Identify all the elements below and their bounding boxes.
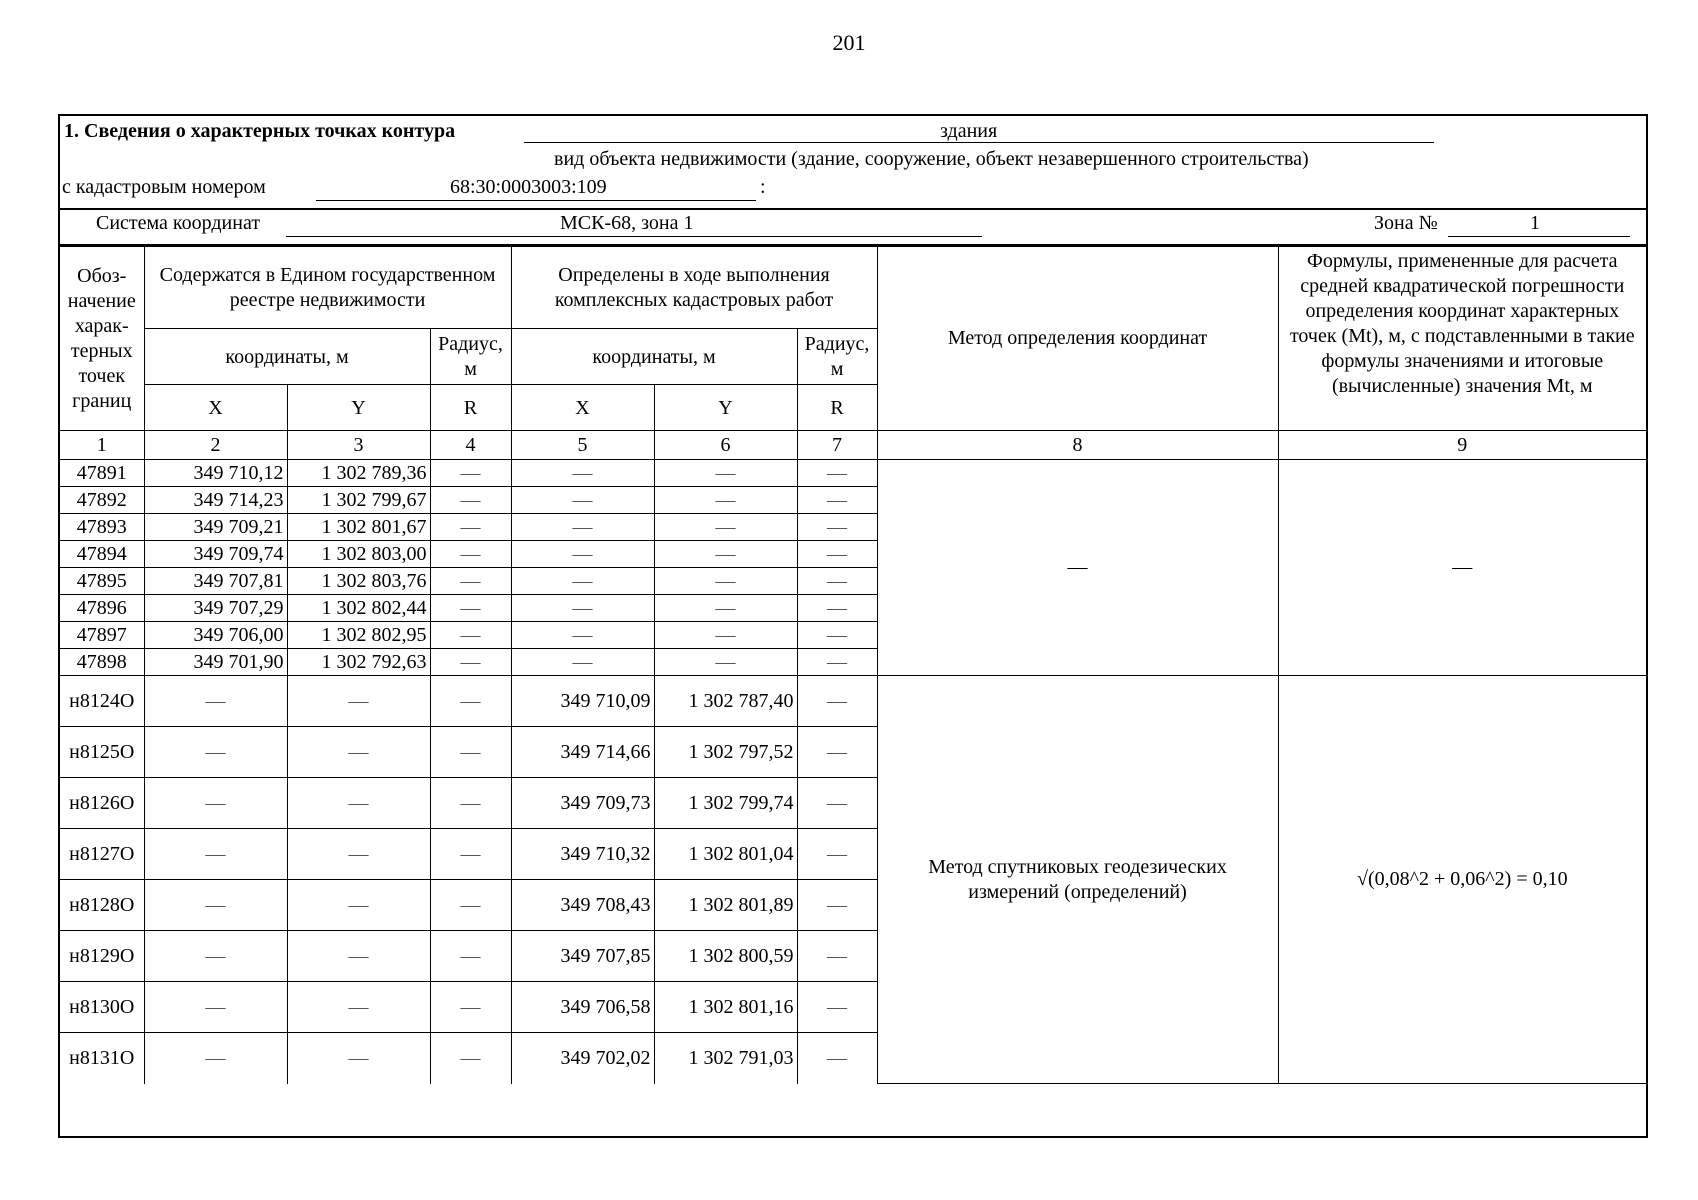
egrn-x-value: — [144,829,287,880]
egrn-group-header: Содержатся в Едином государственном реестре недвижимости [144,247,511,329]
egrn-x-value: — [144,778,287,829]
egrn-y-value: 1 302 789,36 [287,460,430,487]
egrn-x-value: — [144,880,287,931]
egrn-y-value: — [287,778,430,829]
egrn-x-header: X [144,385,287,431]
kkr-x-value: 349 709,73 [511,778,654,829]
kkr-y-value: — [654,595,797,622]
egrn-radius-value: — [430,622,511,649]
kkr-x-value: — [511,514,654,541]
point-id: 47895 [60,568,144,595]
accuracy-formula: √(0,08^2 + 0,06^2) = 0,10 [1278,676,1646,1084]
egrn-radius-value: — [430,649,511,676]
point-id: н8125О [60,727,144,778]
kkr-y-value: 1 302 791,03 [654,1033,797,1084]
egrn-y-value: 1 302 802,95 [287,622,430,649]
kkr-x-value: — [511,568,654,595]
egrn-y-value: 1 302 803,76 [287,568,430,595]
egrn-x-value: 349 709,21 [144,514,287,541]
egrn-radius-value: — [430,487,511,514]
kkr-radius-value: — [797,982,877,1033]
column-number: 8 [877,431,1278,460]
point-id: 47894 [60,541,144,568]
kkr-x-value: — [511,487,654,514]
kkr-y-value: — [654,568,797,595]
object-type-hint: вид объекта недвижимости (здание, сооружение, объект незавершенного строительства) [554,148,1309,170]
section-title: 1. Сведения о характерных точках контура [64,120,456,142]
egrn-y-value: — [287,676,430,727]
column-number: 7 [797,431,877,460]
egrn-y-value: — [287,1033,430,1084]
point-id: н8130О [60,982,144,1033]
egrn-y-value: 1 302 802,44 [287,595,430,622]
kkr-y-value: 1 302 787,40 [654,676,797,727]
egrn-radius-value: — [430,595,511,622]
kkr-coords-header: координаты, м [511,329,797,385]
kkr-radius-value: — [797,931,877,982]
egrn-radius-value: — [430,727,511,778]
method-header: Метод определения координат [877,247,1278,431]
kkr-radius-value: — [797,460,877,487]
kkr-rows [60,676,1646,1084]
egrn-x-value: 349 710,12 [144,460,287,487]
egrn-rows [60,460,1646,676]
egrn-x-value: — [144,727,287,778]
kkr-y-value: — [654,541,797,568]
egrn-y-value: 1 302 792,63 [287,649,430,676]
egrn-radius-value: — [430,982,511,1033]
coord-system-value: МСК-68, зона 1 [560,212,694,234]
point-id: н8128О [60,880,144,931]
column-number: 2 [144,431,287,460]
egrn-x-value: 349 709,74 [144,541,287,568]
zone-value: 1 [1530,212,1540,234]
kkr-x-value: — [511,460,654,487]
point-id: 47898 [60,649,144,676]
egrn-y-value: — [287,982,430,1033]
column-number: 3 [287,431,430,460]
coord-system-label: Система координат [96,212,261,234]
egrn-radius-value: — [430,1033,511,1084]
point-id: н8129О [60,931,144,982]
kkr-radius-value: — [797,649,877,676]
egrn-x-value: 349 714,23 [144,487,287,514]
kkr-radius-value: — [797,829,877,880]
cadastral-label: с кадастровым номером [62,176,266,198]
coord-method: Метод спутниковых геодезических измерений (определений) [877,676,1278,1084]
point-id: 47897 [60,622,144,649]
kkr-x-header: X [511,385,654,431]
column-number: 5 [511,431,654,460]
kkr-y-value: 1 302 801,16 [654,982,797,1033]
kkr-group-header: Определены в ходе выполнения комплексных кадастровых работ [511,247,877,329]
kkr-radius-value: — [797,676,877,727]
egrn-x-value: 349 707,81 [144,568,287,595]
kkr-x-value: 349 714,66 [511,727,654,778]
egrn-y-header: Y [287,385,430,431]
egrn-x-value: — [144,676,287,727]
point-id: н8131О [60,1033,144,1084]
egrn-radius-value: — [430,541,511,568]
kkr-radius-value: — [797,778,877,829]
accuracy-formula: — [1278,460,1646,676]
cadastral-underline [316,200,756,201]
kkr-radius-value: — [797,568,877,595]
point-id: н8127О [60,829,144,880]
table-row [60,676,1646,727]
column-number: 6 [654,431,797,460]
zone-label: Зона № [1374,212,1438,234]
column-number: 9 [1278,431,1646,460]
egrn-y-value: — [287,931,430,982]
point-designation-header: Обоз-начение харак-терных точек границ [60,247,144,431]
kkr-x-value: 349 710,09 [511,676,654,727]
kkr-y-value: 1 302 799,74 [654,778,797,829]
kkr-y-value: — [654,514,797,541]
kkr-y-value: — [654,487,797,514]
egrn-x-value: 349 706,00 [144,622,287,649]
zone-underline [1448,236,1630,237]
kkr-x-value: — [511,595,654,622]
egrn-x-value: — [144,982,287,1033]
egrn-x-value: — [144,931,287,982]
kkr-radius-value: — [797,595,877,622]
kkr-radius-value: — [797,541,877,568]
kkr-y-value: 1 302 801,04 [654,829,797,880]
egrn-y-value: 1 302 803,00 [287,541,430,568]
egrn-x-value: 349 707,29 [144,595,287,622]
kkr-y-value: — [654,622,797,649]
point-id: 47893 [60,514,144,541]
page-number: 201 [832,30,866,55]
cadastral-colon: : [760,176,766,198]
cadastral-number: 68:30:0003003:109 [450,176,607,198]
table-row [60,460,1646,487]
point-id: н8124О [60,676,144,727]
egrn-radius-value: — [430,778,511,829]
kkr-y-value: 1 302 800,59 [654,931,797,982]
egrn-radius-value: — [430,931,511,982]
egrn-radius-value: — [430,880,511,931]
kkr-x-value: — [511,541,654,568]
egrn-y-value: — [287,880,430,931]
kkr-x-value: 349 707,85 [511,931,654,982]
column-number: 1 [60,431,144,460]
kkr-radius-value: — [797,880,877,931]
object-type-value: здания [940,120,998,142]
egrn-radius-value: — [430,829,511,880]
kkr-y-header: Y [654,385,797,431]
kkr-radius-value: — [797,514,877,541]
kkr-y-value: 1 302 797,52 [654,727,797,778]
kkr-radius-value: — [797,1033,877,1084]
kkr-x-value: 349 708,43 [511,880,654,931]
kkr-radius-value: — [797,487,877,514]
point-id: 47896 [60,595,144,622]
kkr-x-value: — [511,649,654,676]
kkr-radius-value: — [797,727,877,778]
kkr-x-value: 349 702,02 [511,1033,654,1084]
egrn-y-value: 1 302 799,67 [287,487,430,514]
kkr-x-value: 349 710,32 [511,829,654,880]
header-divider [60,208,1646,210]
kkr-radius-header: Радиус, м [797,329,877,385]
egrn-radius-value: — [430,676,511,727]
coord-system-underline [286,236,982,237]
egrn-x-value: 349 701,90 [144,649,287,676]
egrn-r-header: R [430,385,511,431]
egrn-radius-value: — [430,460,511,487]
column-number: 4 [430,431,511,460]
points-table [60,246,1646,1084]
kkr-x-value: 349 706,58 [511,982,654,1033]
formula-header: Формулы, примененные для расчета средней квадратической погрешности определения координат характерных точек (Mt), м, с подставленными в такие формулы значениями и итоговые (вычисленные) значения Mt, м [1278,247,1646,431]
cadastral-form [58,114,1648,1138]
kkr-radius-value: — [797,622,877,649]
egrn-y-value: — [287,727,430,778]
point-id: 47892 [60,487,144,514]
egrn-radius-value: — [430,514,511,541]
egrn-x-value: — [144,1033,287,1084]
point-id: 47891 [60,460,144,487]
egrn-y-value: — [287,829,430,880]
kkr-x-value: — [511,622,654,649]
egrn-coords-header: координаты, м [144,329,430,385]
kkr-y-value: — [654,649,797,676]
kkr-y-value: — [654,460,797,487]
point-id: н8126О [60,778,144,829]
coord-method: — [877,460,1278,676]
kkr-r-header: R [797,385,877,431]
egrn-radius-header: Радиус, м [430,329,511,385]
object-type-underline [524,142,1434,143]
egrn-y-value: 1 302 801,67 [287,514,430,541]
kkr-y-value: 1 302 801,89 [654,880,797,931]
egrn-radius-value: — [430,568,511,595]
